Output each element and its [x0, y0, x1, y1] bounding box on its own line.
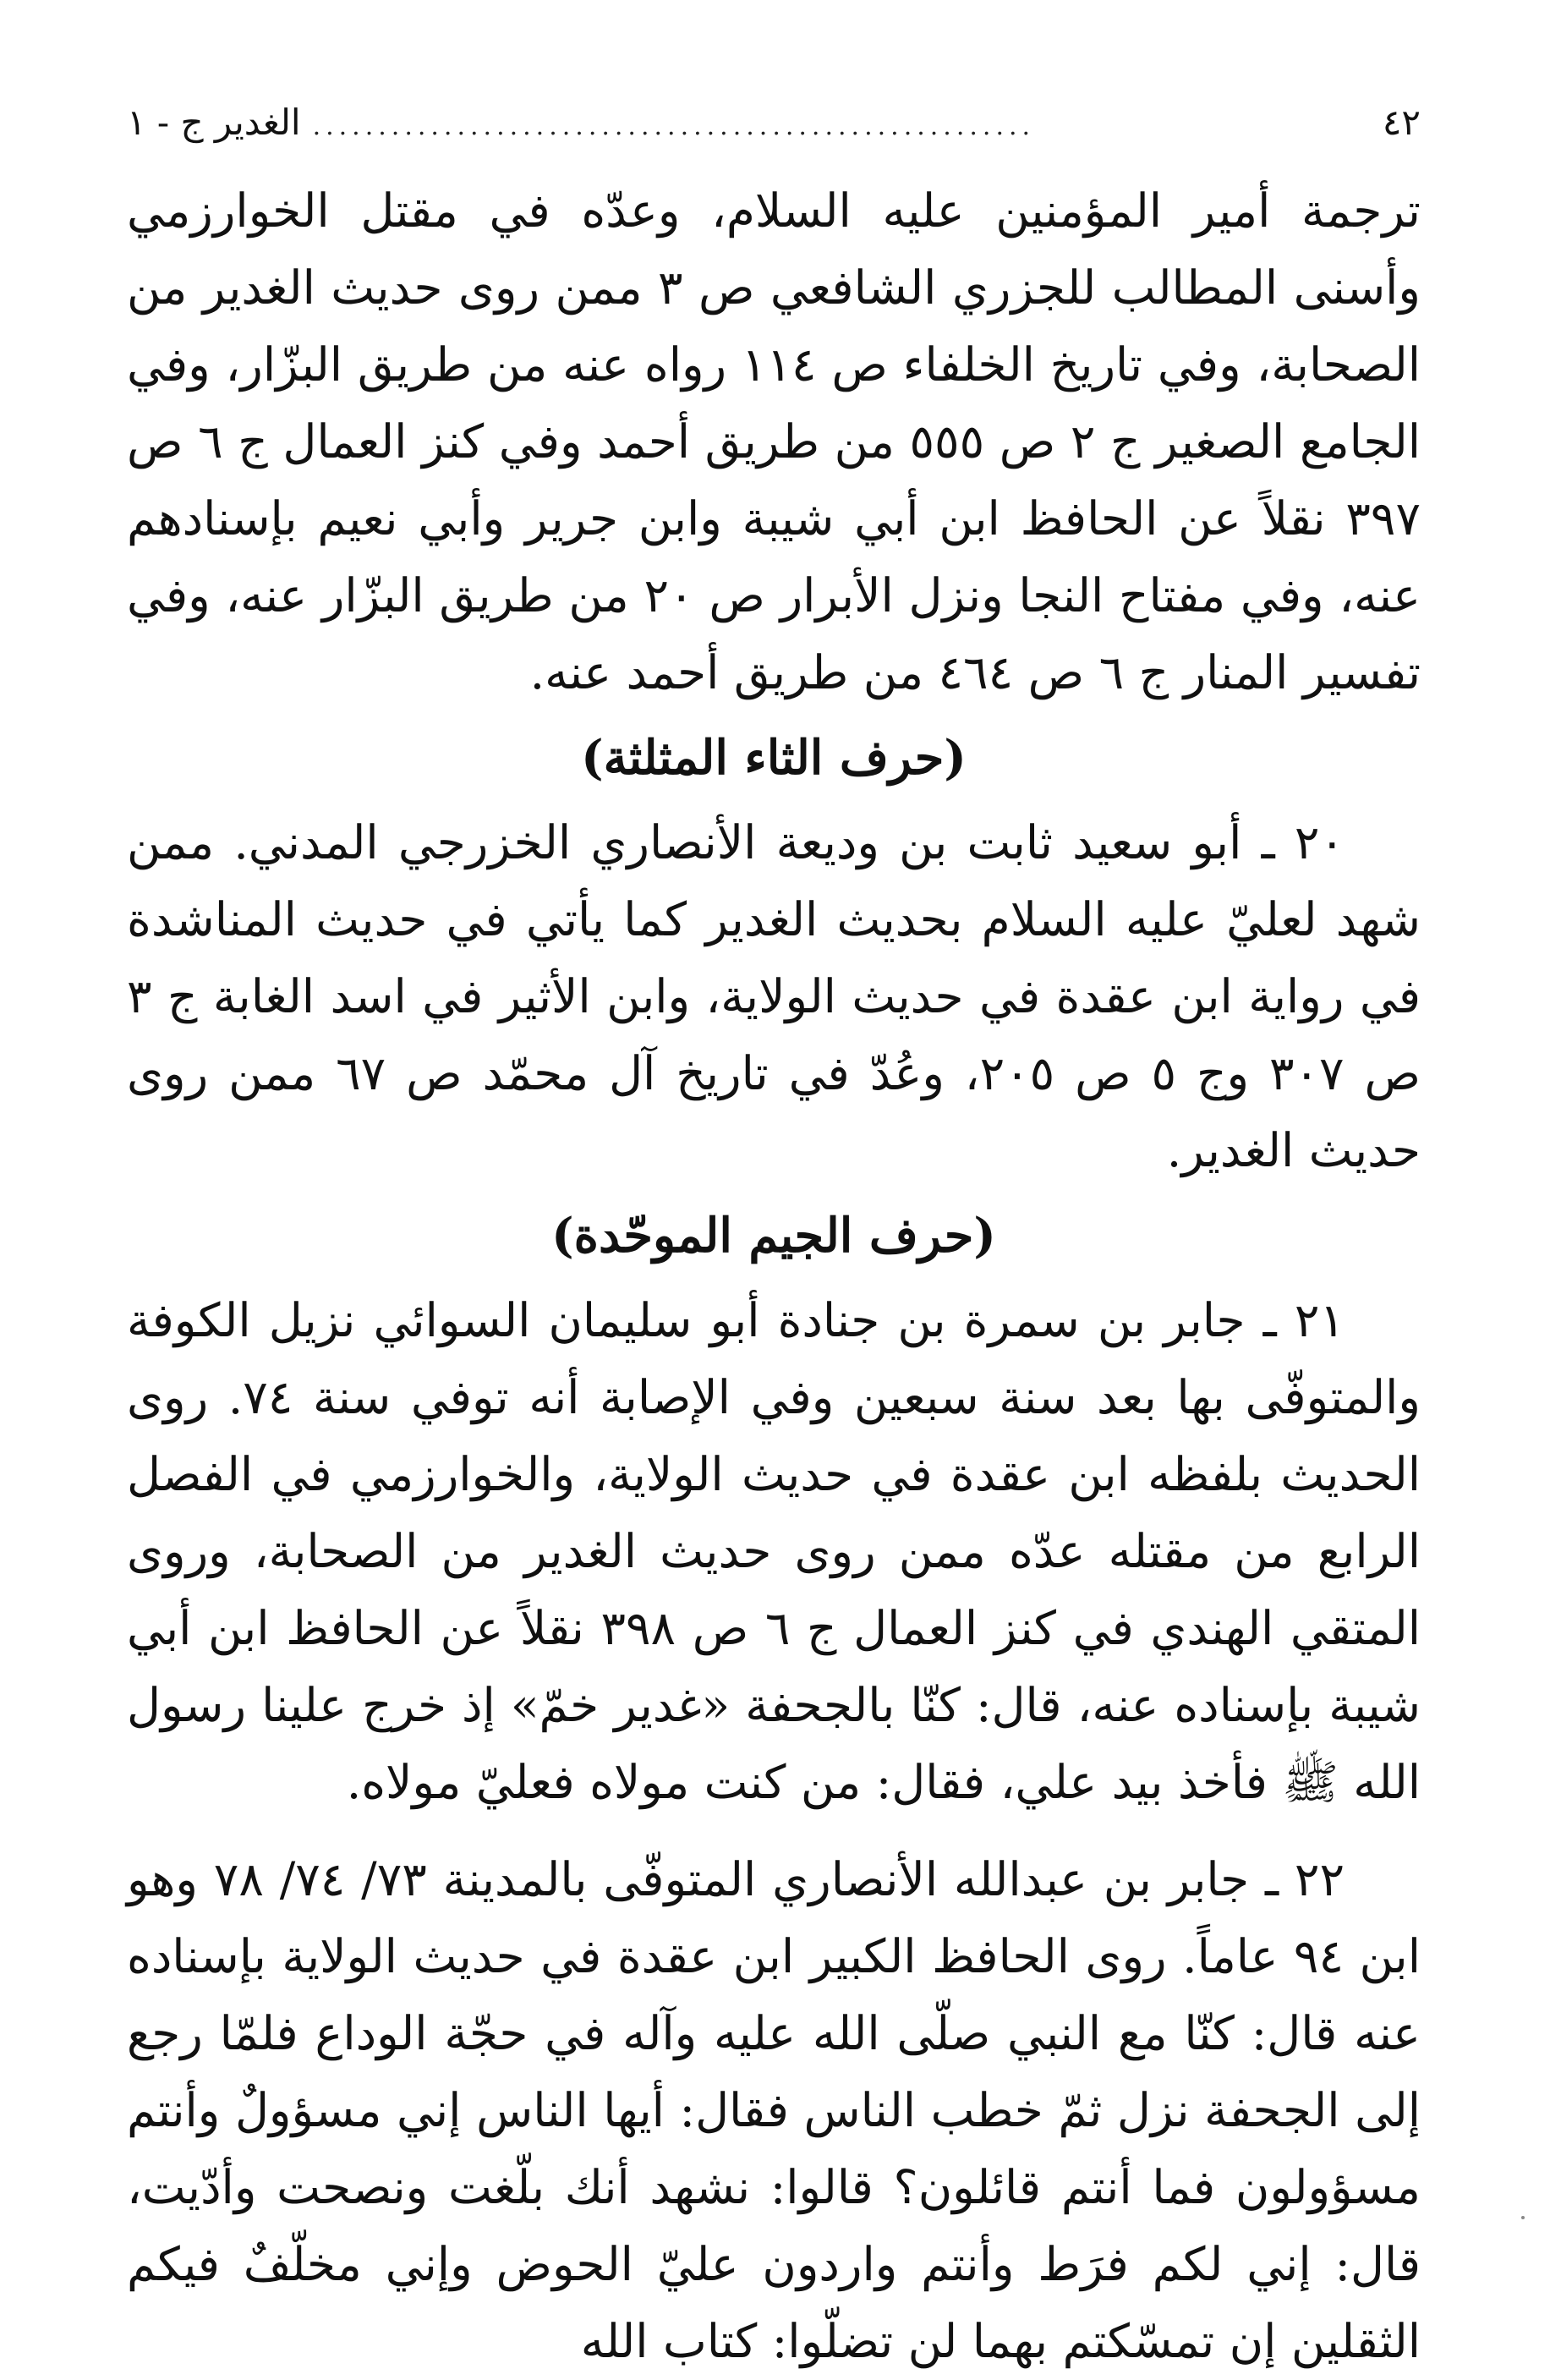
entry-22: ٢٢ ـ جابر بن عبدالله الأنصاري المتوفّى بالمدينة ٧٣/ ٧٤/ ٧٨ وهو ابن ٩٤ عاماً. روى الحافظ الكبير ابن عقدة في حديث الولاية بإسناده عنه قال: كنّا مع النبي صلّى الله عليه وآله في حجّة الوداع فلمّا رجع إلى الجحفة نزل ثمّ خطب الناس فقال: أيها الناس إني مسؤولٌ وأنتم مسؤولون فما أنتم قائلون؟ قالوا: نشهد أنك بلّغت ونصحت وأدّيت، قال: إني لكم فرَط وأنتم واردون عليّ الحوض وإني مخلّفٌ فيكم الثقلين إن تمسّكتم بهما لن تضلّوا: كتاب الله [127, 1852, 1421, 2368]
entry-21: ٢١ ـ جابر بن سمرة بن جنادة أبو سليمان السوائي نزيل الكوفة والمتوفّى بها بعد سنة سبعين وفي الإصابة أنه توفي سنة ٧٤. روى الحديث بلفظه ابن عقدة في حديث الولاية، والخوارزمي في الفصل الرابع من مقتله عدّه ممن روى حديث الغدير من الصحابة، وروى المتقي الهندي في كنز العمال ج ٦ ص ٣٩٨ نقلاً عن الحافظ ابن أبي شيبة بإسناده عنه، قال: كنّا بالجحفة «غدير خمّ» إذ خرج علينا رسول الله ﷺ فأخذ بيد علي، فقال: من كنت مولاه فعليّ مولاه. [127, 1293, 1421, 1809]
header-leader-dots: ....................................................... [312, 112, 1036, 141]
page-body [127, 101, 1421, 2380]
scan-speck [1521, 2216, 1525, 2219]
paragraph-continuation: ترجمة أمير المؤمنين عليه السلام، وعدّه في مقتل الخوارزمي وأسنى المطالب للجزري الشافعي ص ٣ ممن روى حديث الغدير من الصحابة، وفي تاريخ الخلفاء ص ١١٤ رواه عنه من طريق البزّار، وفي الجامع الصغير ج ٢ ص ٥٥٥ من طريق أحمد وفي كنز العمال ج ٦ ص ٣٩٧ نقلاً عن الحافظ ابن أبي شيبة وابن جرير وأبي نعيم بإسنادهم عنه، وفي مفتاح النجا ونزل الأبرار ص ٢٠ من طريق البزّار عنه، وفي تفسير المنار ج ٦ ص ٤٦٤ من طريق أحمد عنه. [127, 184, 1421, 699]
section-heading-tha: (حرف الثاء المثلثة) [581, 730, 967, 786]
page-number: ٤٢ [1382, 101, 1421, 143]
book-title: الغدير ج - ١ [127, 101, 301, 143]
section-heading-jim: (حرف الجيم الموحّدة) [551, 1208, 996, 1264]
paragraph-gap [127, 1821, 1421, 1841]
entry-20: ٢٠ ـ أبو سعيد ثابت بن وديعة الأنصاري الخزرجي المدني. ممن شهد لعليّ عليه السلام بحديث الغدير كما يأتي في حديث المناشدة في رواية ابن عقدة في حديث الولاية، وابن الأثير في اسد الغابة ج ٣ ص ٣٠٧ وج ٥ ص ٢٠٥، وعُدّ في تاريخ آل محمّد ص ٦٧ ممن روى حديث الغدير. [127, 815, 1421, 1177]
running-header [127, 101, 1421, 161]
